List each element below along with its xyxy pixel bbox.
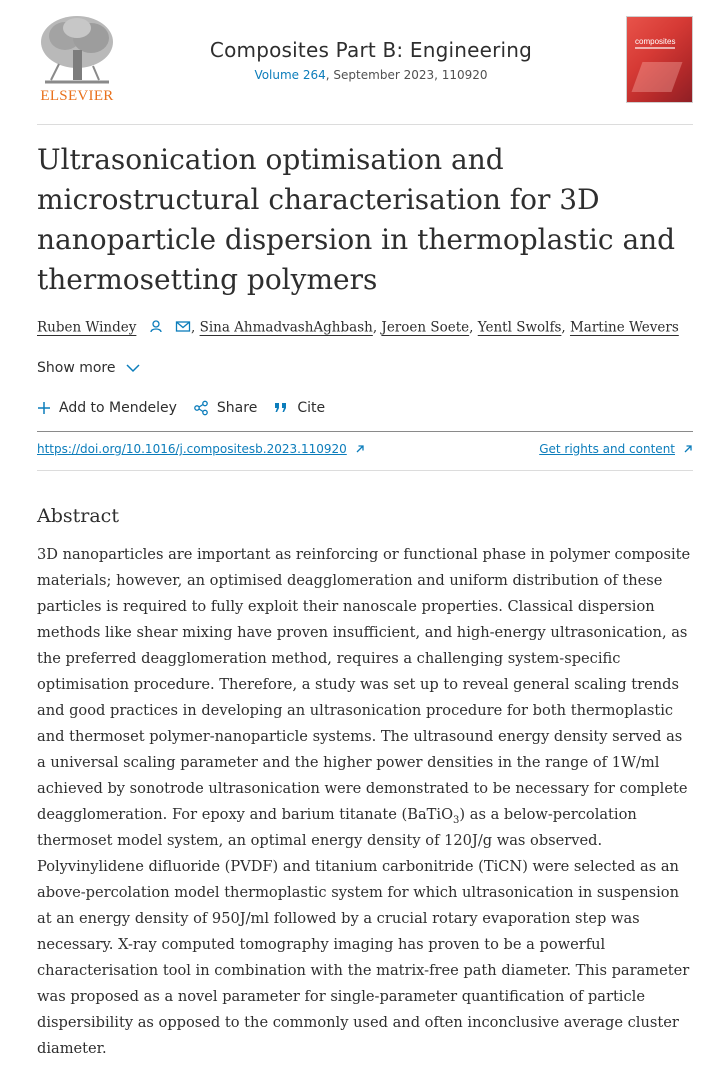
mail-icon[interactable] (175, 319, 191, 337)
doi-row (37, 440, 693, 460)
author-separator: , (561, 319, 570, 336)
quote-icon (273, 401, 289, 415)
author-link[interactable]: Ruben Windey (37, 319, 137, 336)
author-link[interactable]: Sina AhmadvashAghbash (199, 319, 373, 336)
cover-title: composites (635, 37, 676, 46)
show-more-label: Show more (37, 360, 116, 376)
abstract-part-2: ) as a below-percolation thermoset model system, an optimal energy density of 120J/g was observed. Polyvinylidene difluoride (PVDF) and titanium carbonitride (TiCN) were selected as an above-percolation model thermoplastic system for which ultrasonication in suspension at an energy density of 950J/ml followed by a crucial rotary evaporation step was necessary. X-ray computed tomography imaging has proven to be a powerful characterisation tool in combination with the matrix-free path diameter. This parameter was proposed as a novel parameter for single-parameter quantification of particle dispersibility as opposed to the commonly used and often inconclusive average cluster diameter. (37, 806, 690, 1057)
author-separator: , (469, 319, 478, 336)
tree-icon (37, 14, 117, 86)
mendeley-label: Add to Mendeley (59, 400, 177, 416)
issue-info: , September 2023, 110920 (325, 68, 488, 82)
cite-button[interactable] (273, 400, 325, 416)
author-link[interactable]: Martine Wevers (569, 319, 679, 336)
volume-link[interactable]: Volume 264 (254, 68, 326, 82)
doi-bottom-divider (37, 470, 693, 471)
share-label: Share (216, 400, 258, 416)
article-title: Ultrasonication optimisation and microstructural characterisation for 3D nanoparticle dispersion in thermoplastic and thermosetting polymers (37, 143, 676, 296)
doi-text: https://doi.org/10.1016/j.compositesb.2023.110920 (37, 442, 347, 456)
doi-link[interactable] (37, 442, 365, 456)
chevron-down-icon (126, 363, 140, 373)
abstract-part-1: 3D nanoparticles are important as reinforcing or functional phase in polymer composite materials; however, an optimised deagglomeration and uniform distribution of these particles is required to fully exploit their nanoscale properties. Classical dispersion methods like shear mixing have proven insufficient, and high-energy ultrasonication, as the preferred deagglomeration method, requires a challenging system-specific optimisation procedure. Therefore, a study was set up to reveal general scaling trends and good practices in developing an ultrasonication procedure for both thermoplastic and thermoset polymer-nanoparticle systems. The ultrasound energy density served as a universal scaling parameter and the higher power densities in the range of 1W/ml achieved by sonotrode ultrasonication were demonstrated to be necessary for complete deagglomeration. For epoxy and barium titanate (BaTiO (37, 546, 691, 823)
person-icon[interactable] (149, 319, 163, 337)
get-rights-link[interactable] (539, 442, 693, 456)
share-button[interactable] (193, 400, 257, 416)
plus-icon (37, 401, 51, 415)
cite-label: Cite (297, 400, 326, 416)
abstract-subscript: 3 (453, 814, 460, 826)
article-actions (37, 400, 341, 416)
author-list (37, 319, 693, 337)
abstract-text (37, 542, 693, 1062)
show-more-button[interactable] (37, 360, 140, 376)
author-separator: , (372, 319, 382, 336)
doi-top-divider (37, 431, 693, 432)
author-separator: , (190, 319, 200, 336)
cover-rule (635, 47, 675, 49)
abstract-heading: Abstract (37, 505, 119, 527)
journal-header (37, 14, 693, 104)
journal-cover-image[interactable] (626, 16, 693, 103)
share-icon (193, 400, 209, 416)
journal-meta (157, 68, 585, 82)
journal-title[interactable]: Composites Part B: Engineering (209, 38, 533, 62)
external-link-icon (683, 444, 693, 454)
add-to-mendeley-button[interactable] (37, 400, 177, 416)
elsevier-logo[interactable] (37, 14, 117, 104)
elsevier-wordmark: ELSEVIER (40, 88, 114, 104)
author-link[interactable]: Yentl Swolfs (477, 319, 562, 336)
rights-text: Get rights and content (539, 442, 675, 456)
external-link-icon (355, 444, 365, 454)
author-link[interactable]: Jeroen Soete (381, 319, 470, 336)
journal-info (157, 38, 585, 82)
header-divider (37, 124, 693, 125)
cover-graphic (632, 62, 683, 92)
